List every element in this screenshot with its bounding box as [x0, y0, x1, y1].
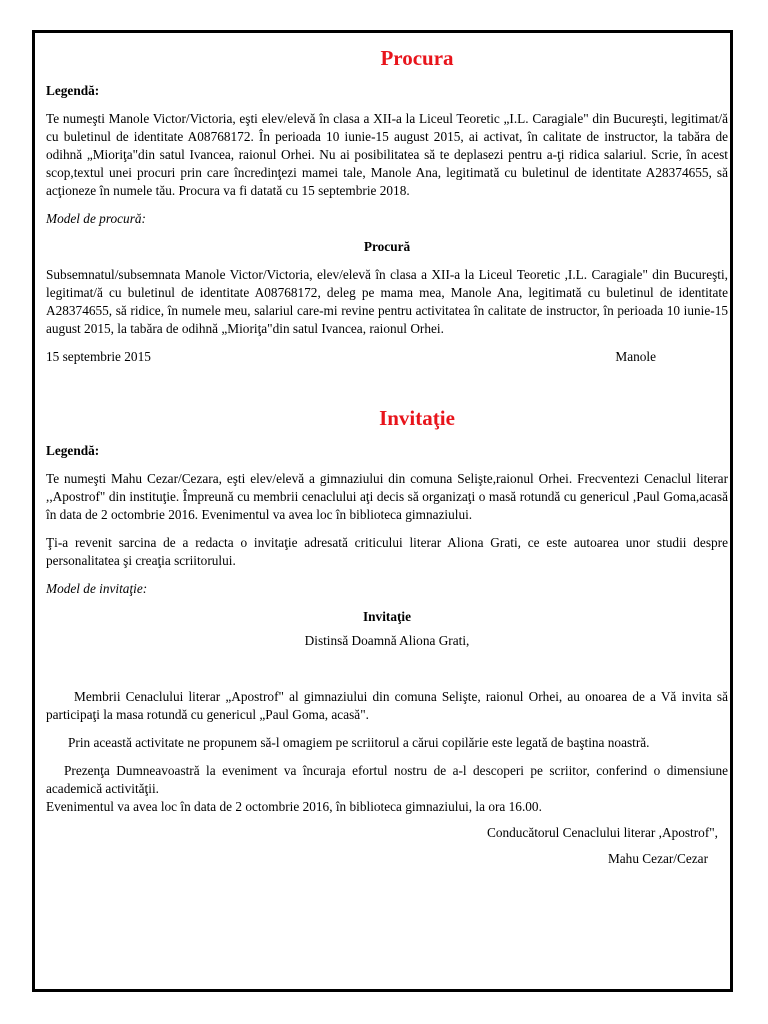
invitatie-paragraph-3: Prezenţa Dumneavoastră la eveniment va încuraja efortul nostru de a-l descoperi pe scriitor, conferind o dimensiune academică activităţii. [46, 763, 728, 796]
procura-legend-label: Legendă: [46, 83, 100, 98]
invitatie-salutation: Distinsă Doamnă Aliona Grati, [304, 633, 470, 648]
invitatie-legend-text-1: Te numeşti Mahu Cezar/Cezara, eşti elev/elevă a gimnaziului din comuna Selişte,raionul Orhei. Frecventezi Cenaclul literar ,,Apostrof" din instituţie. Împreună cu membrii cenaclului aţi decis să organizaţi o masă rotundă cu genericul ,Paul Goma,acasă în data de 2 octombrie 2016. Evenimentul va avea loc în biblioteca gimnaziului. [46, 471, 728, 522]
procura-body: Subsemnatul/subsemnata Manole Victor/Victoria, elev/elevă în clasa a XII-a la Liceul Teoretic ,I.L. Caragiale" din Bucureşti, legitimat/ă cu buletinul de identitate A08768172, deleg pe mama mea, Manole Ana, legitimată cu buletinul de identitate A28374655, să ridice, în numele meu, salariul care-mi revine pentru activitatea în calitate de instructor, în perioada 10 iunie-15 august 2015, la tabăra de odihnă „Mioriţa"din satul Ivancea, raionul Orhei. [46, 267, 728, 336]
invitatie-doc-title: Invitaţie [362, 609, 411, 624]
invitatie-paragraph-2: Prin această activitate ne propunem să-l omagiem pe scriitorul a cărui copilărie este legată de baştina noastră. [68, 735, 650, 750]
procura-title: Procura [380, 46, 454, 70]
procura-legend-text: Te numeşti Manole Victor/Victoria, eşti elev/elevă în clasa a XII-a la Liceul Teoretic „I.L. Caragiale" din Bucureşti, legitimat/ă cu buletinul de identitate A08768172. În perioada 10 iunie-15 august 2015, ai activat, în calitate de instructor, la tabăra de odihnă „Mioriţa"din satul Ivancea, raionul Orhei. Nu ai posibilitatea să te deplasezi pentru a-ţi ridica salariul. Scrie, în acest scop,textul unei procuri prin care încredinţezi mamei tale, Manole Ana, legitimată cu buletinul de identitate A28374655, să acţioneze în numele tău. Procura va fi datată cu 15 septembrie 2018. [46, 111, 728, 198]
invitatie-paragraph-1: Membrii Cenaclului literar „Apostrof" al gimnaziului din comuna Selişte, raionul Orhei, au onoarea de a Vă invita să participaţi la masa rotundă cu genericul „Paul Goma, acasă". [46, 689, 728, 722]
invitatie-model-label: Model de invitaţie: [46, 581, 148, 596]
invitatie-legend-label: Legendă: [46, 443, 100, 458]
procura-signature: Manole [615, 349, 656, 364]
procura-doc-title: Procură [363, 239, 411, 254]
invitatie-closing: Conducătorul Cenaclului literar ,Apostrof", [486, 825, 718, 840]
invitatie-legend-text-2: Ţi-a revenit sarcina de a redacta o invitaţie adresată criticului literar Aliona Grati, ce este autoarea unor studii despre personalitatea şi creaţia scriitorului. [46, 535, 728, 568]
invitatie-signature: Mahu Cezar/Cezar [607, 851, 708, 866]
procura-date-signature-row [46, 348, 728, 366]
document-content [46, 44, 728, 868]
invitatie-paragraph-4: Evenimentul va avea loc în data de 2 octombrie 2016, în biblioteca gimnaziului, la ora 16.00. [46, 799, 542, 814]
procura-date: 15 septembrie 2015 [46, 349, 151, 364]
invitatie-title: Invitaţie [379, 406, 455, 430]
procura-model-label: Model de procură: [46, 211, 146, 226]
